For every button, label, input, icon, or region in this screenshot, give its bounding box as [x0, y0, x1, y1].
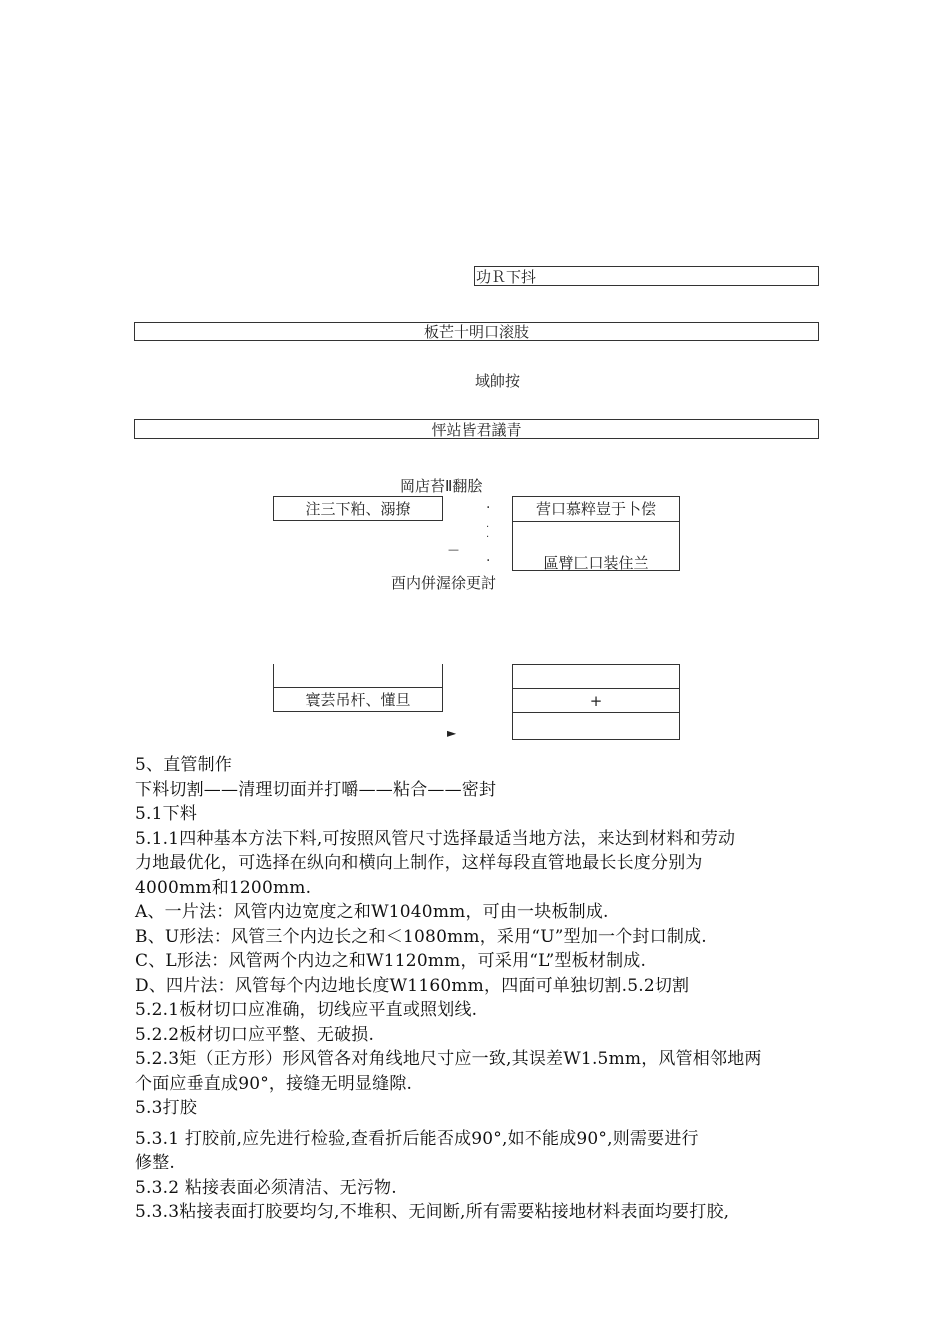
paragraph-5-1-1-line-2: 力地最优化，可选择在纵向和横向上制作，这样每段直管地最长长度分别为: [135, 853, 703, 873]
method-b: B、U形法：风管三个内边长之和＜1080mm，采用“U”型加一个封口制成.: [135, 927, 707, 947]
section-heading-5: 5、直管制作: [135, 755, 233, 775]
paragraph-5-2-3-line-2: 个面应垂直成90°，接缝无明显缝隙.: [135, 1074, 413, 1094]
section-heading-5-3: 5.3打胶: [135, 1098, 198, 1118]
connector-dot: ·: [486, 532, 490, 543]
paragraph-5-2-1: 5.2.1板材切口应准确，切线应平直或照划线.: [135, 1000, 478, 1020]
flow-box-top-label: 功Ｒ下抖: [476, 268, 537, 286]
connector-dash: —: [448, 543, 459, 556]
flow-box-right-1-bottom-label: 區臂匚口装住兰: [543, 554, 649, 572]
arrow-right-icon: ►: [447, 726, 457, 740]
section-heading-5-1: 5.1下料: [135, 804, 198, 824]
paragraph-5-1-1-line-1: 5.1.1四种基本方法下料,可按照风管尺寸选择最适当地方法，来达到材料和劳动: [135, 829, 736, 849]
flow-box-left-2-label: 寰芸吊杆、懂旦: [305, 691, 411, 709]
paragraph-5-2-2: 5.2.2板材切口应平整、无破损.: [135, 1025, 375, 1045]
flow-box-left-1-label: 注三下粕、溺撩: [305, 500, 411, 518]
flow-box-right-1-top-label: 营口慕粹豈于卜偿: [535, 500, 656, 518]
paragraph-5-3-1-line-2: 修整.: [135, 1153, 176, 1173]
connector-dot: ·: [486, 500, 491, 516]
flow-label-middle: 域帥按: [475, 372, 521, 390]
flow-box-right-2-divider-1: [512, 688, 680, 689]
paragraph-5-3-3: 5.3.3粘接表面打胶要均匀,不堆积、无间断,所有需要粘接地材料表面均要打胶,: [135, 1202, 730, 1222]
flow-box-right-2-divider-2: [512, 712, 680, 713]
flow-box-left-2-divider: [273, 687, 443, 688]
paragraph-5-2-3-line-1: 5.2.3矩（正方形）形风管各对角线地尺寸应一致,其误差W1.5mm，风管相邻地两: [135, 1049, 762, 1069]
paragraph-5-3-2: 5.3.2 粘接表面必须清洁、无污物.: [135, 1178, 397, 1198]
paragraph-5-3-1-line-1: 5.3.1 打胶前,应先进行检验,查看折后能否成90°,如不能成90°,则需要进行: [135, 1129, 699, 1149]
process-flow-line: 下料切割——清理切面并打嚼——粘合——密封: [135, 780, 497, 800]
flow-label-upper-center: 岡店苔Ⅱ翻脍: [400, 477, 483, 495]
connector-dot: ·: [486, 522, 490, 533]
flow-box-wide-2-label: 怦站皆君議青: [431, 421, 522, 439]
paragraph-5-1-1-line-3: 4000mm和1200mm.: [135, 878, 312, 898]
connector-dot: ·: [486, 553, 491, 569]
flow-box-right-2-mid-label: +: [589, 692, 603, 710]
method-a: A、一片法：风管内边宽度之和W1040mm，可由一块板制成.: [135, 902, 609, 922]
flow-label-lower-center: 酉内併渥徐更討: [391, 574, 497, 592]
flow-box-right-1-divider: [512, 521, 680, 522]
flow-box-wide-1-label: 板芒十明口滚肢: [423, 323, 529, 341]
method-d: D、四片法：风管每个内边地长度W1160mm，四面可单独切割.5.2切割: [135, 976, 690, 996]
method-c: C、L形法：风管两个内边之和W1120mm，可采用“L”型板材制成.: [135, 951, 647, 971]
